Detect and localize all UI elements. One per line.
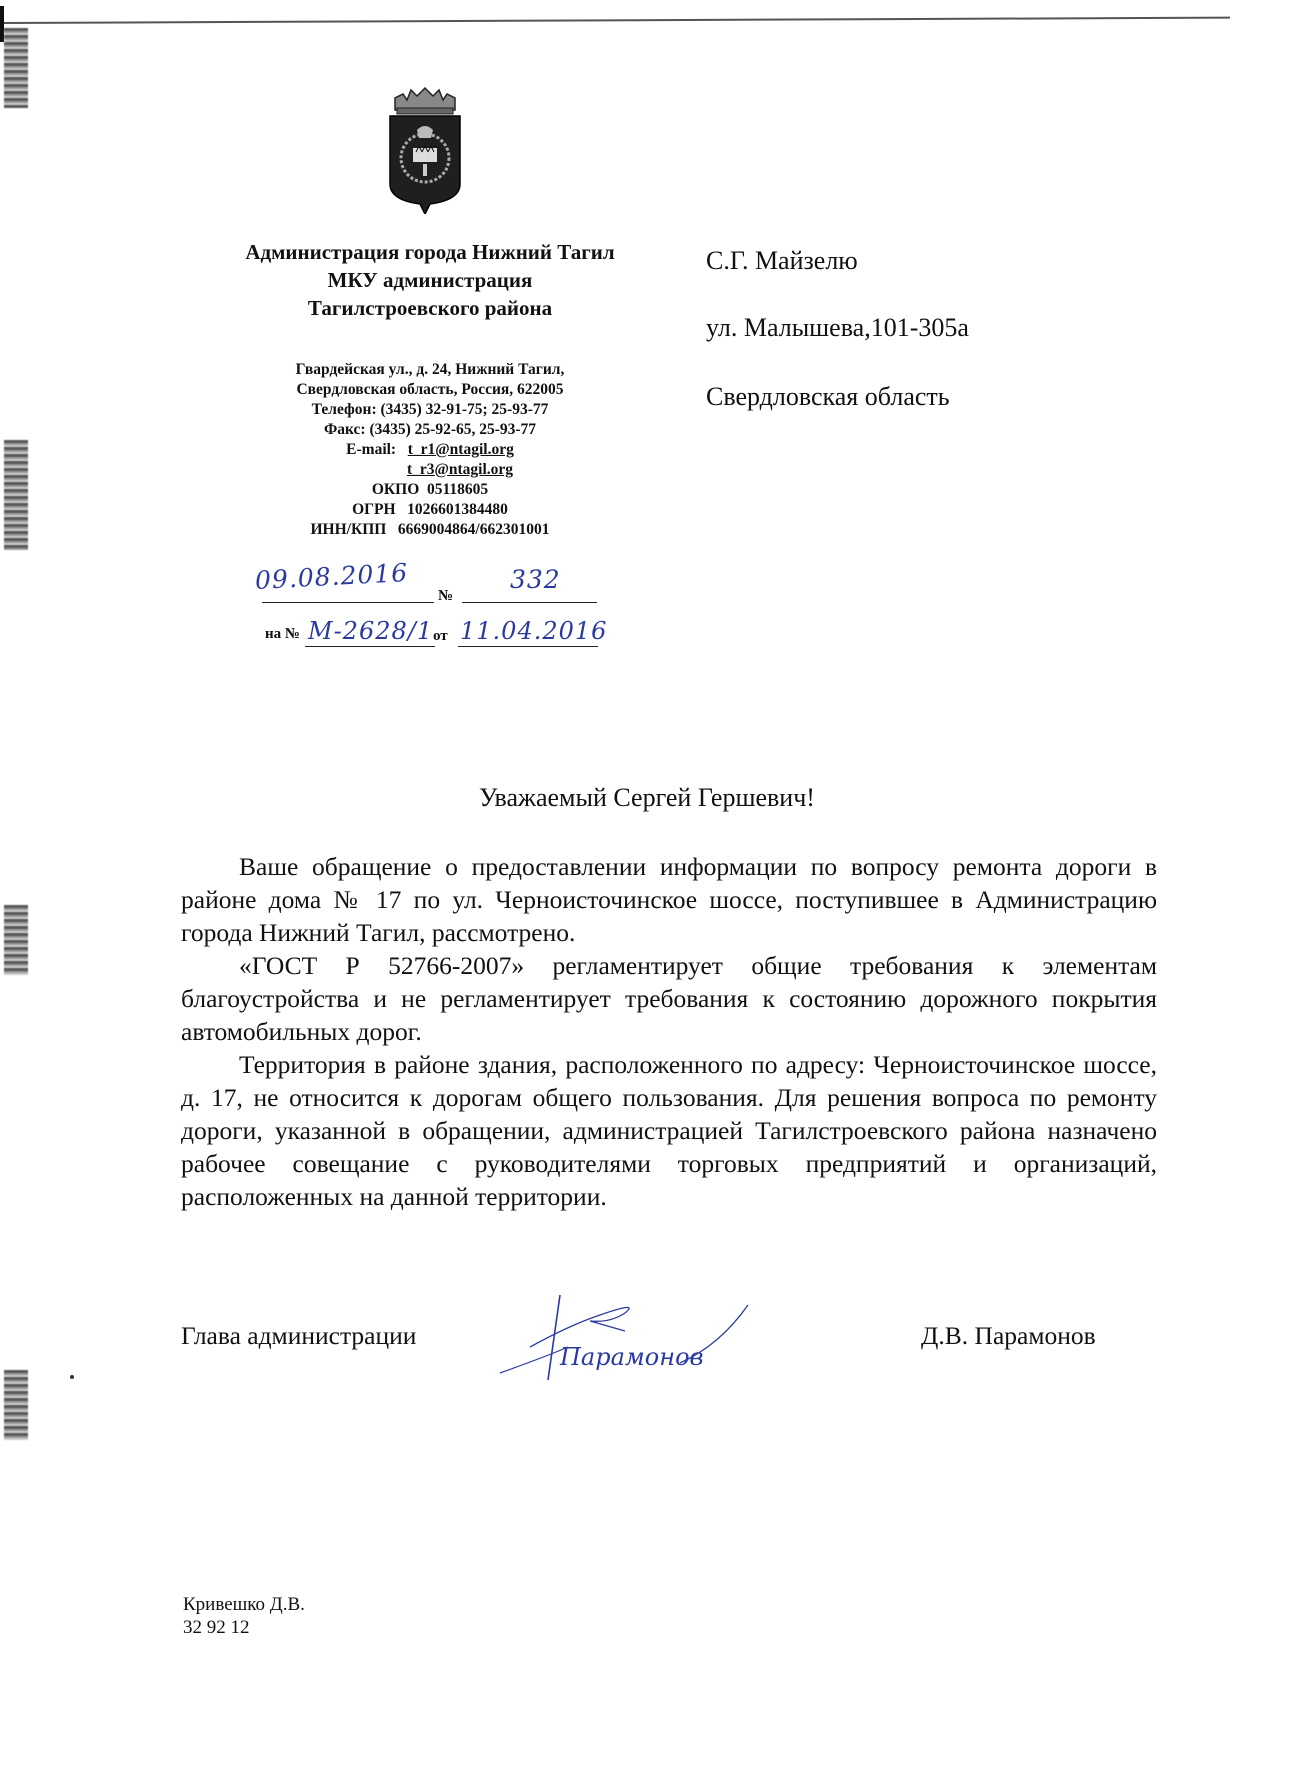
reply-to-date: 11.04.2016 bbox=[460, 617, 608, 645]
ogrn: ОГРН 1026601384480 bbox=[352, 501, 508, 518]
letterhead-title-line: Тагилстроевского района bbox=[307, 296, 553, 320]
scan-artifact bbox=[4, 28, 28, 108]
letterhead-title bbox=[190, 238, 670, 322]
fax-line: Факс: (3435) 25-92-65, 25-93-77 bbox=[323, 421, 537, 438]
signatory-name: Д.В. Парамонов bbox=[921, 1321, 1096, 1350]
reply-number-underline bbox=[305, 646, 435, 647]
date-underline bbox=[262, 602, 434, 603]
paragraph: Территория в районе здания, расположенного по адресу: Черноисточинское шоссе, д. 17, не относится к дорогам общего пользования. Для решения вопроса по ремонту дороги, указанной в обращении, администрацией Тагилстроевского района назначено рабочее совещание с руководителями торговых предприятий и организаций, расположенных на данной территории. bbox=[181, 1050, 1157, 1211]
outgoing-date: 09.08.2016 bbox=[254, 558, 409, 595]
scan-dot bbox=[70, 1375, 74, 1379]
number-underline bbox=[462, 602, 597, 603]
letterhead-title-line: Администрация города Нижний Тагил bbox=[245, 240, 615, 264]
scan-top-rule bbox=[0, 17, 1230, 24]
addressee-name: С.Г. Майзелю bbox=[706, 246, 858, 275]
from-label: от bbox=[433, 628, 448, 644]
address-line: Гвардейская ул., д. 24, Нижний Тагил, bbox=[295, 361, 565, 378]
phone-line: Телефон: (3435) 32-91-75; 25-93-77 bbox=[311, 401, 549, 418]
letterhead-title-line: МКУ администрация bbox=[327, 268, 533, 292]
address-line: Свердловская область, Россия, 622005 bbox=[296, 381, 564, 398]
letterhead-contacts bbox=[240, 360, 620, 540]
coat-of-arms-icon bbox=[385, 80, 465, 214]
email-row bbox=[240, 440, 620, 460]
reply-to-label: на № bbox=[265, 626, 300, 642]
scan-artifact bbox=[4, 905, 28, 975]
paragraph: «ГОСТ Р 52766-2007» регламентирует общие требования к элементам благоустройства и не регламентирует требования к состоянию дорожного покрытия автомобильных дорог. bbox=[181, 951, 1157, 1046]
paragraph: Ваше обращение о предоставлении информации по вопросу ремонта дороги в районе дома № 17 по ул. Черноисточинское шоссе, поступившее в Администрацию города Нижний Тагил, рассмотрено. bbox=[181, 852, 1157, 947]
scan-artifact bbox=[4, 1370, 28, 1440]
email-link-2[interactable]: t_r3@ntagil.org bbox=[406, 461, 514, 478]
number-label: № bbox=[438, 588, 454, 604]
executor-block bbox=[183, 1593, 305, 1639]
letter-body bbox=[181, 850, 1157, 1213]
handwritten-signature-icon bbox=[490, 1285, 790, 1390]
okpo: ОКПО 05118605 bbox=[371, 481, 489, 498]
signature-text: Парамонов bbox=[560, 1343, 704, 1371]
addressee-street: ул. Малышева,101-305а bbox=[706, 313, 969, 342]
reply-date-underline bbox=[458, 646, 598, 647]
executor-name: Кривешко Д.В. bbox=[183, 1594, 305, 1615]
executor-phone: 32 92 12 bbox=[183, 1617, 250, 1638]
greeting: Уважаемый Сергей Гершевич! bbox=[479, 783, 815, 812]
addressee-region: Свердловская область bbox=[706, 382, 950, 411]
email-label: E-mail: bbox=[346, 441, 397, 458]
email-row bbox=[240, 460, 620, 480]
email-link-1[interactable]: t_r1@ntagil.org bbox=[407, 441, 514, 458]
outgoing-number: 332 bbox=[510, 565, 561, 594]
inn-kpp: ИНН/КПП 6669004864/662301001 bbox=[310, 521, 550, 538]
reply-to-number: М-2628/1 bbox=[308, 617, 434, 645]
scan-artifact bbox=[4, 440, 28, 550]
signatory-role: Глава администрации bbox=[181, 1321, 417, 1350]
